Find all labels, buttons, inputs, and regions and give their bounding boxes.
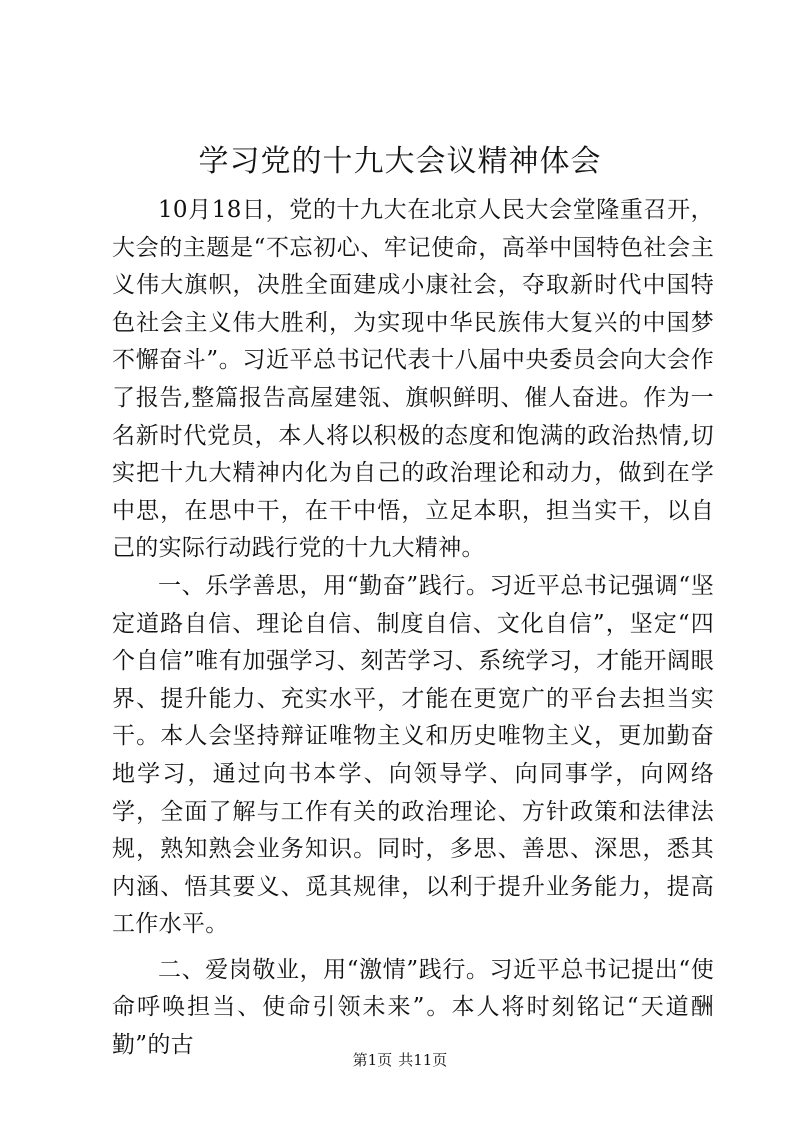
page-number: 第1页 [352,1051,393,1069]
page-total: 共11页 [398,1051,448,1069]
paragraph-section-one: 一、乐学善思，用“勤奋”践行。习近平总书记强调“坚定道路自信、理论自信、制度自信、文化自信”，坚定“四个自信”唯有加强学习、刻苦学习、系统学习，才能开阔眼界、提升能力、充实水平，才能在更宽广的平台去担当实干。本人会坚持辩证唯物主义和历史唯物主义，更加勤奋地学习，通过向书本学、向领导学、向同事学，向网络学，全面了解与工作有关的政治理论、方针政策和法律法规，熟知熟会业务知识。同时，多思、善思、深思，悉其内涵、悟其要义、觅其规律，以利于提升业务能力，提高工作水平。 [112,572,714,938]
document-body [112,192,714,1065]
paragraph-section-two: 二、爱岗敬业，用“激情”践行。习近平总书记提出“使命呼唤担当、使命引领未来”。本人将时刻铭记“天道酬勤”的古 [112,956,714,1059]
paragraph-intro: 10月18日，党的十九大在北京人民大会堂隆重召开，大会的主题是“不忘初心、牢记使命，高举中国特色社会主义伟大旗帜，决胜全面建成小康社会，夺取新时代中国特色社会主义伟大胜利，为实现中华民族伟大复兴的中国梦不懈奋斗”。习近平总书记代表十八届中央委员会向大会作了报告,整篇报告高屋建瓴、旗帜鲜明、催人奋进。作为一名新时代党员，本人将以积极的态度和饱满的政治热情,切实把十九大精神内化为自己的政治理论和动力，做到在学中思，在思中干，在干中悟，立足本职，担当实干，以自己的实际行动践行党的十九大精神。 [112,197,714,562]
document-title: 学习党的十九大会议精神体会 [198,144,602,179]
page-footer [0,1050,800,1070]
